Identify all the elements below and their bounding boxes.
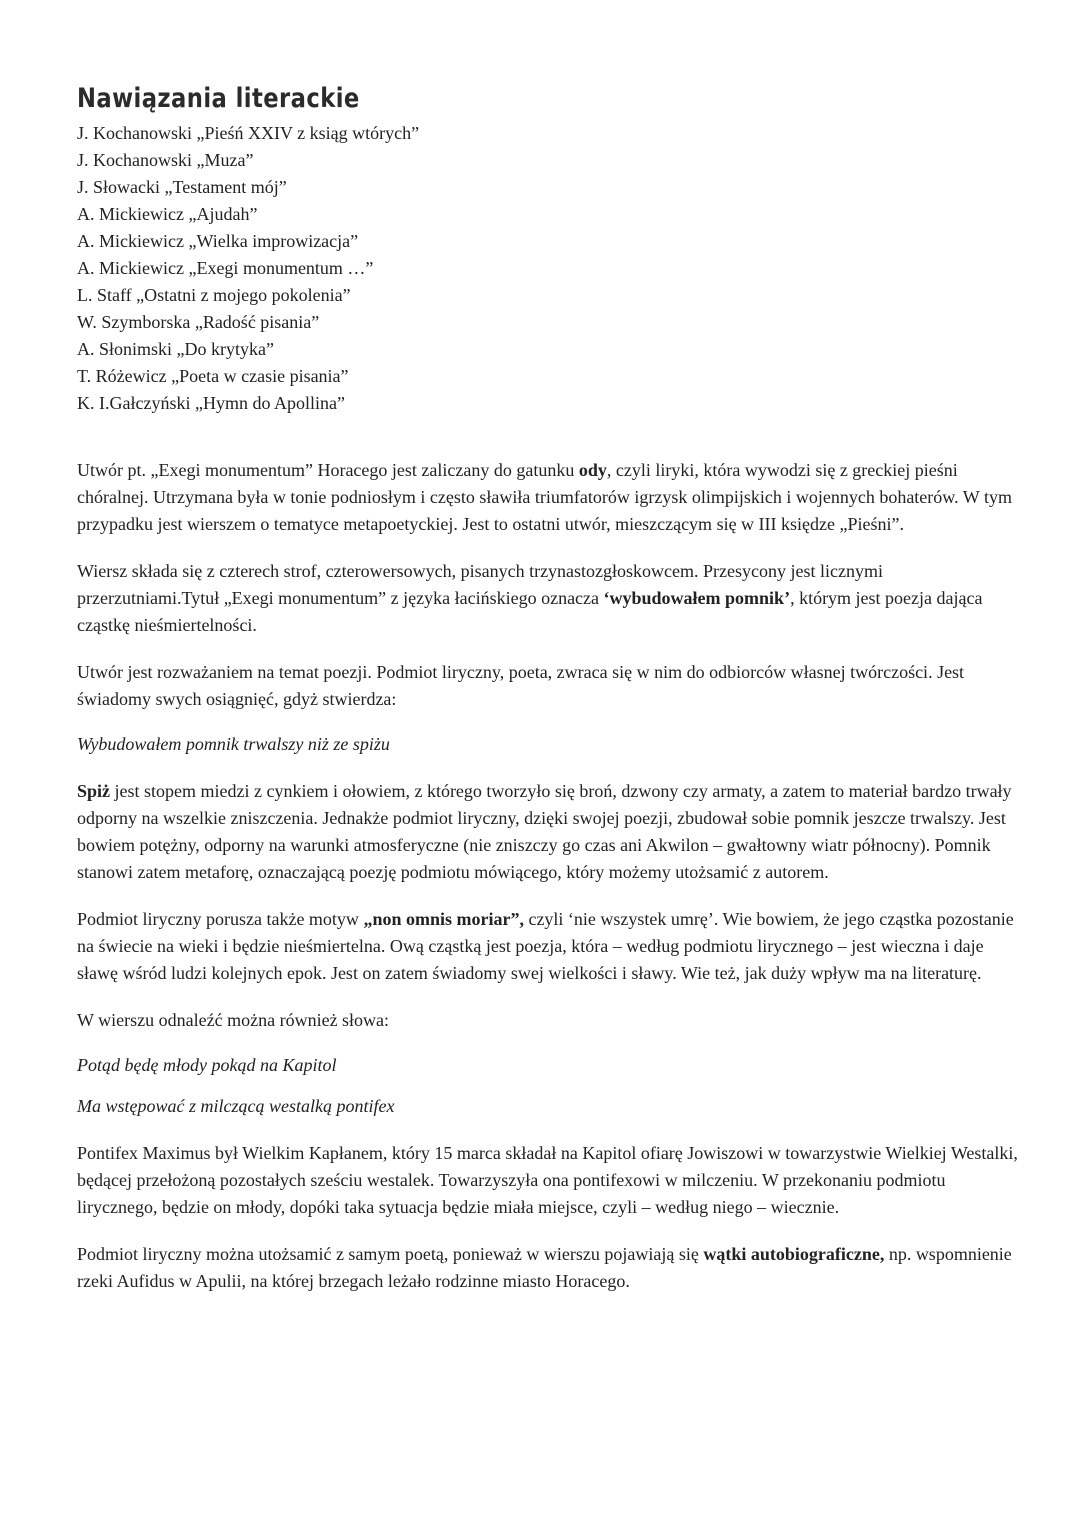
reference-item: T. Różewicz „Poeta w czasie pisania”: [77, 366, 349, 386]
reference-item: A. Mickiewicz „Ajudah”: [77, 204, 258, 224]
paragraph-intro-words: W wierszu odnaleźć można również słowa:: [77, 1010, 390, 1030]
text-run: Podmiot liryczny można utożsamić z samym poetą, ponieważ w wierszu pojawiają się: [77, 1244, 704, 1264]
reference-item: L. Staff „Ostatni z mojego pokolenia”: [77, 285, 351, 305]
reference-item: A. Mickiewicz „Wielka improwizacja”: [77, 231, 359, 251]
reference-item: J. Kochanowski „Muza”: [77, 150, 254, 170]
text-run: Podmiot liryczny porusza także motyw: [77, 909, 364, 929]
section-heading: Nawiązania literackie: [77, 83, 360, 114]
reference-item: J. Kochanowski „Pieśń XXIV z ksiąg wtórych”: [77, 123, 420, 143]
reference-item: A. Słonimski „Do krytyka”: [77, 339, 274, 359]
references-list: [77, 120, 1027, 417]
bold-term: Spiż: [77, 781, 111, 801]
poem-quote: Ma wstępować z milczącą westalką pontifex: [77, 1096, 395, 1116]
paragraph-pontifex: Pontifex Maximus był Wielkim Kapłanem, który 15 marca składał na Kapitol ofiarę Jowiszowi w towarzystwie Wielkiej Westalki, będącej przełożoną pozostałych sześciu westalek. Towarzyszyła ona pontifexowi w milczeniu. W przekonaniu podmiotu lirycznego, będzie on młody, dopóki taka sytuacja będzie miała miejsce, czyli – według niego – wiecznie.: [77, 1143, 1018, 1217]
text-run: jest stopem miedzi z cynkiem i ołowiem, z którego tworzyło się broń, dzwony czy armaty, a zatem to materiał bardzo trwały odporny na wszelkie zniszczenia. Jednakże podmiot liryczny, dzięki swojej poezji, zbudował sobie pomnik jeszcze trwalszy. Jest bowiem potężny, odporny na warunki atmosferyczne (nie zniszczy go czas ani Akwilon – gwałtowny wiatr północny). Pomnik stanowi zatem metaforę, oznaczającą poezję podmiotu mówiącego, który możemy utożsamić z autorem.: [77, 781, 1012, 882]
bold-term: ‘wybudowałem pomnik’: [603, 588, 791, 608]
text-run: , którym jest poezja dająca cząstkę nieśmiertelności.: [77, 588, 983, 635]
reference-item: A. Mickiewicz „Exegi monumentum …”: [77, 258, 374, 278]
paragraph-structure: [77, 558, 1027, 639]
text-run: , czyli liryki, która wywodzi się z greckiej pieśni chóralnej. Utrzymana była w tonie podniosłym i często sławiła triumfatorów igrzysk olimpijskich i wojennych bohaterów. W tym przypadku jest wierszem o tematyce metapoetyckiej. Jest to ostatni utwór, mieszczącym się w III księdze „Pieśni”.: [77, 460, 1012, 534]
document-page: [77, 80, 1027, 1295]
poem-quote: Potąd będę młody pokąd na Kapitol: [77, 1055, 337, 1075]
bold-term: wątki autobiograficzne,: [703, 1244, 885, 1264]
bold-term: „non omnis moriar”,: [363, 909, 524, 929]
text-run: czyli ‘nie wszystek umrę’. Wie bowiem, że jego cząstka pozostanie na świecie na wieki i będzie nieśmiertelna. Ową cząstką jest poezja, która – według podmiotu lirycznego – jest wieczna i daje sławę wśród ludzi kolejnych epok. Jest on zatem świadomy swej wielkości i sławy. Wie też, jak duży wpływ ma na literaturę.: [77, 909, 1014, 983]
paragraph-non-omnis-moriar: [77, 906, 1027, 987]
paragraph-spiz: [77, 778, 1027, 886]
paragraph-genre: [77, 457, 1027, 538]
reference-item: W. Szymborska „Radość pisania”: [77, 312, 320, 332]
paragraph-autobiography: [77, 1241, 1027, 1295]
text-run: np. wspomnienie rzeki Aufidus w Apulii, na której brzegach leżało rodzinne miasto Horacego.: [77, 1244, 1012, 1291]
text-run: Wiersz składa się z czterech strof, czterowersowych, pisanych trzynastozgłoskowcem. Przesycony jest licznymi przerzutniami.Tytuł „Exegi monumentum” z języka łacińskiego oznacza: [77, 561, 883, 608]
text-run: Utwór pt. „Exegi monumentum” Horacego jest zaliczany do gatunku: [77, 460, 579, 480]
reference-item: K. I.Gałczyński „Hymn do Apollina”: [77, 393, 345, 413]
reference-item: J. Słowacki „Testament mój”: [77, 177, 287, 197]
poem-quote: Wybudowałem pomnik trwalszy niż ze spiżu: [77, 734, 390, 754]
paragraph-theme: Utwór jest rozważaniem na temat poezji. Podmiot liryczny, poeta, zwraca się w nim do odbiorców własnej twórczości. Jest świadomy swych osiągnięć, gdyż stwierdza:: [77, 662, 965, 709]
bold-term: ody: [578, 460, 607, 480]
